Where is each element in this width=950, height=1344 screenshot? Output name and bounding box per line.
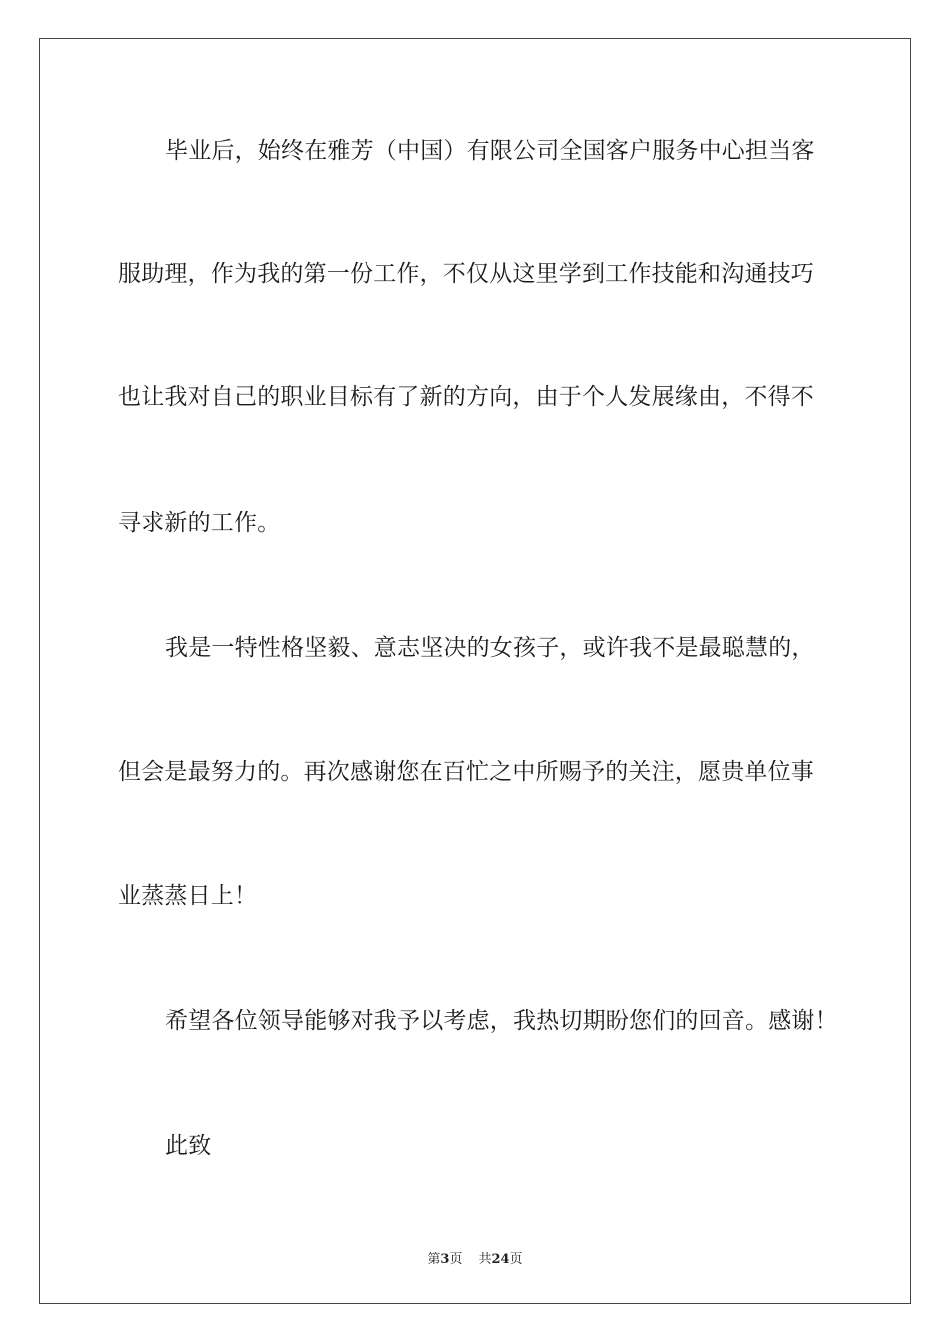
body-line-4: 寻求新的工作。 [118, 510, 281, 536]
footer-page-prefix: 第 [427, 1252, 441, 1267]
footer-total-pages: 24 [491, 1252, 510, 1267]
body-line-3: 也让我对自己的职业目标有了新的方向，由于个人发展缘由，不得不 [118, 384, 814, 410]
body-line-5: 我是一特性格坚毅、意志坚决的女孩子，或许我不是最聪慧的， [165, 635, 815, 661]
page-footer [0, 1248, 950, 1267]
body-line-2: 服助理，作为我的第一份工作，不仅从这里学到工作技能和沟通技巧 [118, 261, 814, 287]
footer-page-number: 3 [440, 1252, 450, 1267]
footer-total-suffix: 页 [509, 1252, 523, 1267]
footer-page-suffix: 页 [449, 1252, 463, 1267]
body-line-6: 但会是最努力的。再次感谢您在百忙之中所赐予的关注，愿贵单位事 [118, 759, 814, 785]
body-line-8: 希望各位领导能够对我予以考虑，我热切期盼您们的回音。感谢！ [165, 1008, 838, 1034]
closing-salutation: 此致 [165, 1133, 212, 1159]
body-line-1: 毕业后，始终在雅芳（中国）有限公司全国客户服务中心担当客 [165, 138, 815, 164]
page-border [39, 38, 911, 1304]
body-line-7: 业蒸蒸日上！ [118, 883, 258, 909]
footer-total-prefix: 共 [478, 1252, 492, 1267]
